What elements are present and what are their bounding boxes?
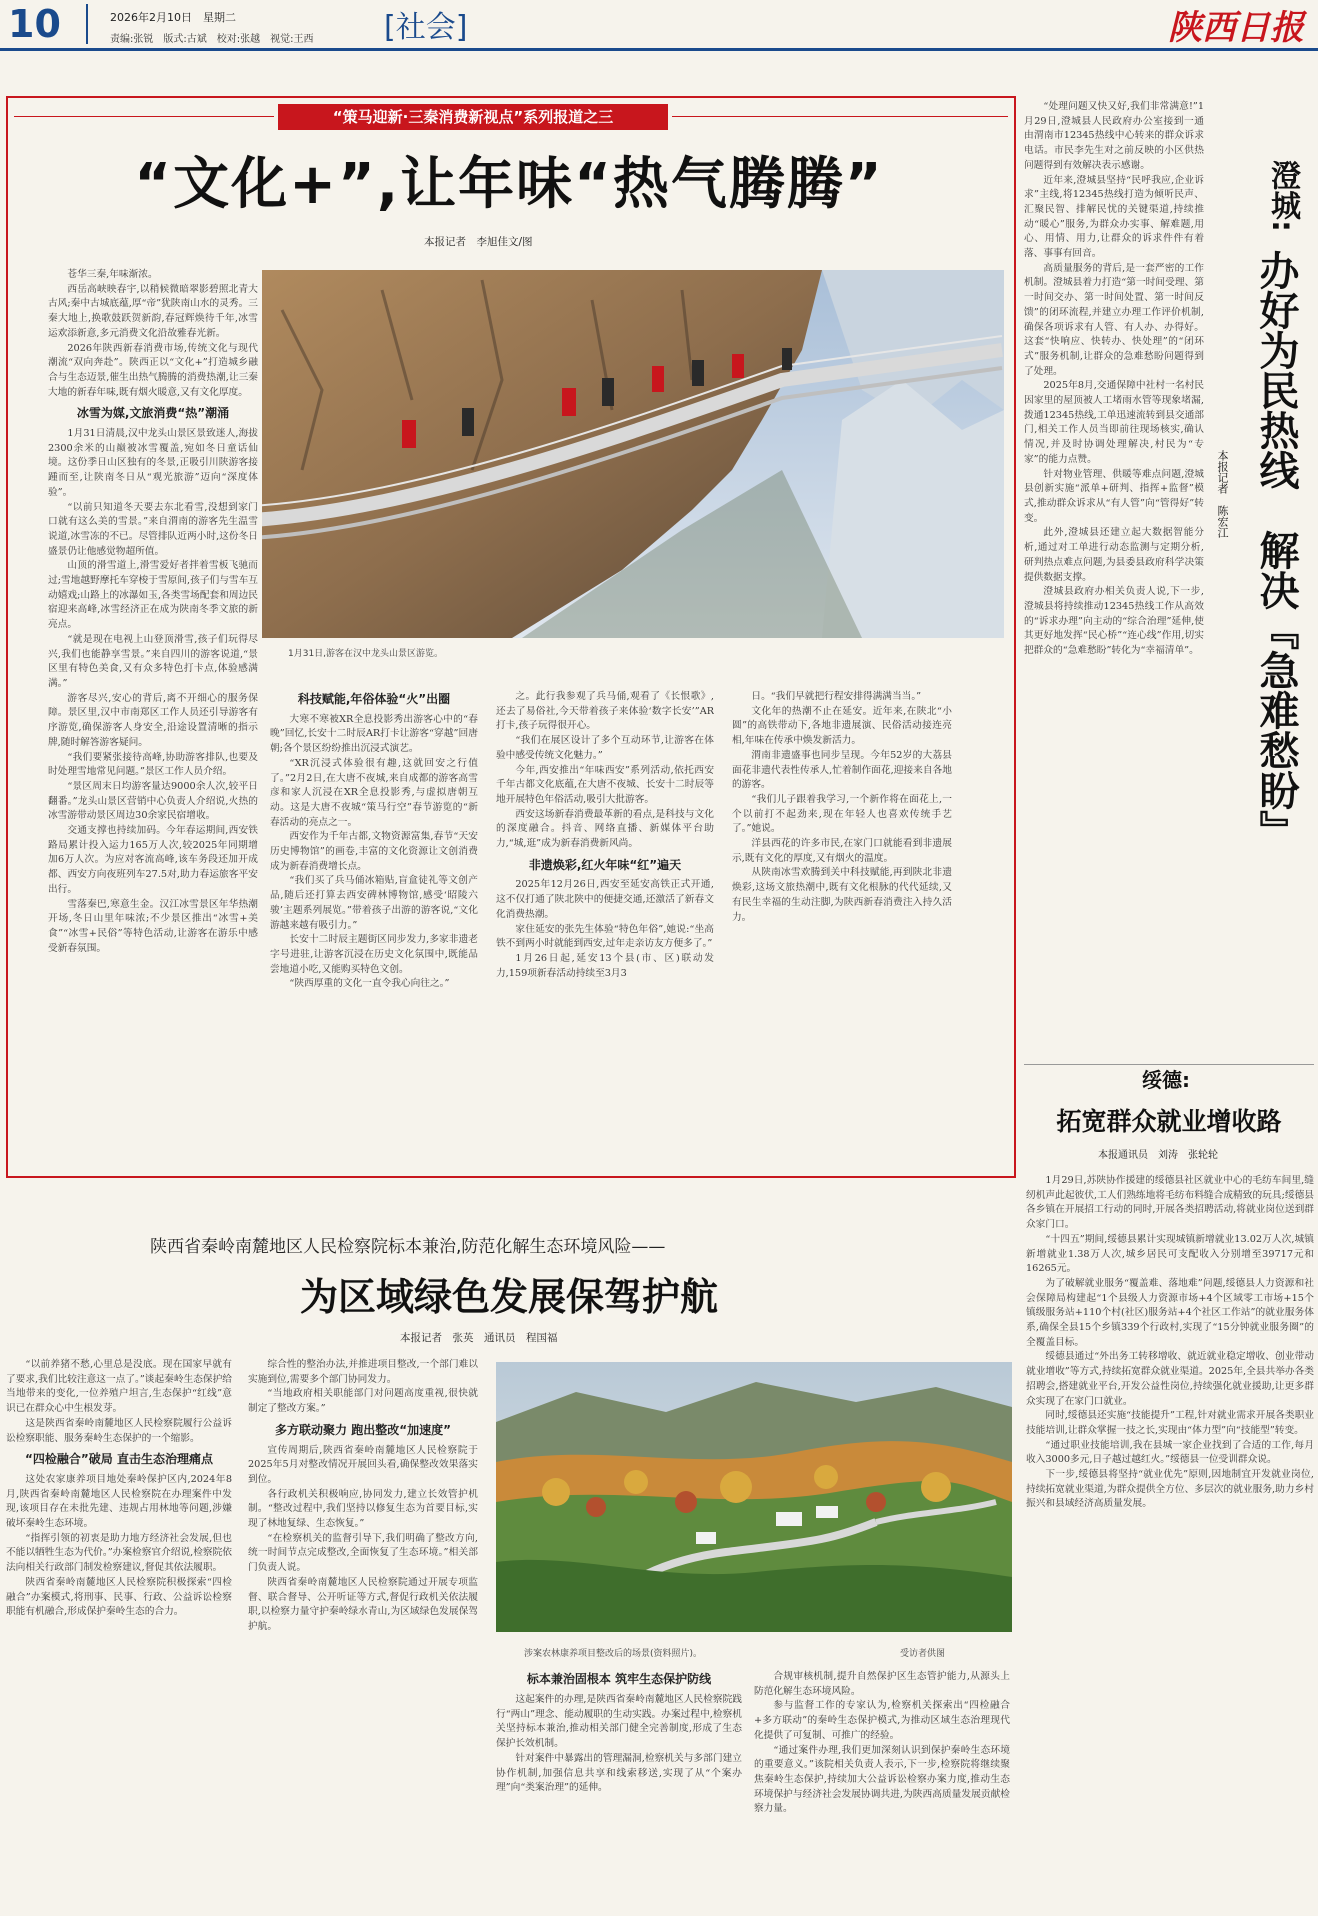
paragraph: “我们要紧张接待高峰,协助游客排队,也要及时处理雪地常见问题。”景区工作人员介绍。 — [48, 751, 258, 778]
paragraph: 2026年陕西新春消费市场,传统文化与现代潮流“双向奔赴”。陕西正以“文化+”打造城乡融合与生态迈景,催生出热气腾腾的消费热潮,让三秦大地的新春年味,既有烟火暖意,又有文化厚度。 — [48, 342, 258, 398]
paragraph: 西岳高峡映春宇,以稍候微暗翠影碧照北青大古风;秦中古城底蕴,厚“帝”犹陕南山水的灵秀。三秦大地上,换歌鼓跃贺新韵,春冠辉焕待千年,冰雪运欢添新意,多元消费文化沿故雅春光新。 — [48, 283, 258, 339]
subheading: 标本兼治固根本 筑牢生态保护防线 — [526, 1672, 712, 1686]
paragraph: 同时,绥德县还实施“技能提升”工程,针对就业需求开展各类职业技能培训,让群众掌握一技之长,实现由“体力型”向“技能型”转变。 — [1026, 1410, 1314, 1436]
subheading: 多方联动聚力 跑出整改“加速度” — [275, 1422, 451, 1437]
paragraph: 大寒不寒被XR全息投影秀出游客心中的“春晚”回忆,长安十二时辰AR打卡让游客“穿越”回唐朝;各个景区纷纷推出沉浸式演艺。 — [270, 713, 478, 755]
paragraph: 2025年8月,交通保障中社村一名村民因家里的屋顶被人工堵雨水管等现象堵漏,拨通12345热线,工单迅速流转到县交通部门,相关工作人员当即前往现场核实,确认情况,并及时协调处理解决,村民为“专家”的能力点赞。 — [1024, 380, 1204, 465]
paragraph: 之。此行我参观了兵马俑,观看了《长恨歌》,还去了易俗社,今天带着孩子来体验‘数字长安’”AR打卡,孩子玩得很开心。 — [496, 691, 714, 732]
paragraph: “通过职业技能培训,我在县城一家企业找到了合适的工作,每月收入3000多元,日子越过越红火。”绥德县一位受训群众说。 — [1026, 1439, 1314, 1466]
paragraph: “我们在展区设计了多个互动环节,让游客在体验中感受传统文化魅力。” — [496, 735, 714, 761]
article-4-column-4 — [754, 1670, 1010, 1914]
paragraph: 下一步,绥德县将坚持“就业优先”原则,因地制宜开发就业岗位,持续拓宽就业渠道,为群众提供全方位、多层次的就业服务,助力乡村振兴和县域经济高质量发展。 — [1026, 1469, 1314, 1510]
paragraph: “当地政府相关职能部门对问题高度重视,很快就制定了整改方案。” — [248, 1388, 478, 1415]
paragraph: 苍华三秦,年味渐浓。 — [67, 269, 158, 280]
article-1-column-3 — [496, 690, 714, 1168]
series-banner — [278, 104, 668, 130]
article-2-headline: 办好为民热线 解决『急难愁盼』 — [1253, 250, 1299, 850]
paragraph: 近年来,澄城县坚持“民呼我应,企业诉求”主线,将12345热线打造为倾听民声、汇聚民智、排解民忧的关键渠道,持续推动“暖心”服务,为群众办实事、解难题,用心、用情、用力,让群众的诉求件件有着落、事事有回音。 — [1024, 174, 1204, 260]
editor-credits: 责编:张锐 版式:古斌 校对:张越 视觉:王西 — [110, 34, 314, 45]
article-3-kicker: 绥德: — [1142, 1068, 1190, 1092]
paragraph: 家住延安的张先生体验“特色年俗”,她说:“坐高铁不到两小时就能到西安,过年走亲访友方便多了。” — [496, 923, 714, 950]
paragraph: 1月31日清晨,汉中龙头山景区景致迷人,海拔2300余米的山巅被冰雪覆盖,宛如冬日童话仙境。这份季日山区独有的冬景,正吸引川陕游客接踵而至,让陕南冬日从“观光旅游”迈向“深度体验”。 — [48, 428, 258, 498]
paragraph: “以前养猪不愁,心里总是没底。现在国家早就有了要求,我们比较注意这一点了。”谈起秦岭生态保护给当地带来的变化,一位养殖户坦言,生态保护“红线”意识已在群众心中生根发芽。 — [6, 1359, 232, 1415]
paragraph: 游客尽兴,安心的背后,离不开细心的服务保障。景区里,汉中市南郑区工作人员还引导游客有序游览,确保游客人身安全,沿途设置清晰的指示牌,随时解答游客疑问。 — [48, 692, 258, 748]
article-2-kicker: 澄城: — [1265, 160, 1300, 232]
paragraph: 文化年的热潮不止在延安。近年来,在陕北“小圆”的高铁带动下,各地非遗展演、民俗活动接连亮相,年味在传承中焕发新活力。 — [732, 705, 952, 747]
paragraph: 这起案件的办理,是陕西省秦岭南麓地区人民检察院践行“两山”理念、能动履职的生动实践。办案过程中,检察机关坚持标本兼治,推动相关部门健全完善制度,形成了生态保护长效机制。 — [496, 1694, 742, 1750]
article-1-column-2 — [270, 690, 478, 1168]
article-4-column-1 — [6, 1358, 232, 1914]
article-3-headline: 拓宽群众就业增收路 — [1056, 1107, 1282, 1136]
paragraph: 综合性的整治办法,并推进项目整改,一个部门难以实施到位,需要多个部门协同发力。 — [248, 1359, 478, 1385]
paragraph: 从陕南冰雪欢腾到关中科技赋能,再到陕北非遗焕彩,这场文旅热潮中,既有文化根脉的代代延续,又有民生幸福的生动注脚,为陕西新春消费注入持久活力。 — [732, 867, 952, 923]
article-1-photo-caption: 1月31日,游客在汉中龙头山景区游览。 — [288, 649, 444, 659]
paragraph: 雪落秦巴,寒意生金。汉江冰雪景区年华热潮开场,冬日山里年味浓;不少景区推出“冰雪+美食”“冰雪+民俗”等特色活动,让游客在游乐中感受新春氛围。 — [48, 898, 258, 954]
paragraph: “陕西厚重的文化一直令我心向往之。” — [289, 978, 450, 990]
paragraph: 针对物业管理、供暖等难点问题,澄城县创新实施“派单+研判、指挥+监督”模式,推动群众诉求从“有人管”向“管得好”转变。 — [1024, 468, 1204, 524]
article-1-column-4 — [732, 690, 952, 1168]
subheading: “四检融合”破局 直击生态治理痛点 — [25, 1452, 213, 1467]
paragraph: “指挥引领的初衷是助力地方经济社会发展,但也不能以牺牲生态为代价。”办案检察官介绍说,检察院依法向相关行政部门制发检察建议,督促其依法履职。 — [6, 1532, 232, 1574]
paragraph: 高质量服务的背后,是一套严密的工作机制。澄城县着力打造“第一时间受理、第一时间交办、第一时间处置、第一时间反馈”的闭环流程,并建立办理工作评价机制,确保各项诉求有人管、有人办、办得好。这套“快响应、快转办、快处理”的“闭环式”服务机制,让群众的急难愁盼问题得到了处理。 — [1024, 262, 1204, 377]
paragraph: 1月29日,苏陕协作援建的绥德县社区就业中心的毛纺车间里,缝纫机声此起彼伏,工人们熟练地将毛纺布料缝合成精致的玩具;绥德县各乡镇在开展招工行动的同时,开展各类招聘活动,将就业岗位送到群众家门口。 — [1026, 1175, 1314, 1231]
paragraph: 为了破解就业服务“覆盖难、落地难”问题,绥德县人力资源和社会保障局构建起“1个县级人力资源市场+4个区域零工市场+15个镇级服务站+110个村(社区)服务站+4个社区工作站”的就业服务体系,确保全县15个乡镇339个行政村,实现了“15分钟就业服务圈”的全覆盖目标。 — [1026, 1277, 1314, 1348]
paragraph: 这是陕西省秦岭南麓地区人民检察院履行公益诉讼检察职能、服务秦岭生态保护的一个缩影。 — [6, 1417, 232, 1444]
paragraph: 针对案件中暴露出的管理漏洞,检察机关与多部门建立协作机制,加强信息共享和线索移送,实现了从“个案办理”向“类案治理”的延伸。 — [496, 1752, 742, 1794]
banner-rule-left — [14, 116, 274, 117]
paragraph: 1月26日起,延安13个县(市、区)联动发力,159项新春活动持续至3月3 — [496, 952, 714, 979]
paragraph: 西安这场新春消费最革新的看点,是科技与文化的深度融合。抖音、网络直播、新媒体平台助力,“城,逛”成为新春消费新风尚。 — [496, 808, 714, 850]
paragraph: 陕西省秦岭南麓地区人民检察院积极探索“四检融合”办案模式,将刑事、民事、行政、公益诉讼检察职能有机融合,形成保护秦岭生态的合力。 — [6, 1576, 232, 1618]
paragraph: 参与监督工作的专家认为,检察机关探索出“四检融合+多方联动”的秦岭生态保护模式,为推动区域生态治理现代化提供了可复制、可推广的经验。 — [754, 1700, 1010, 1741]
valley-resort-photo — [496, 1362, 1012, 1632]
paragraph: 日。“我们早就把行程安排得满满当当。” — [751, 691, 922, 702]
subheading: 冰雪为媒,文旅消费“热”潮涌 — [76, 406, 230, 421]
article-4-column-3 — [496, 1670, 742, 1914]
section-name: 社会 — [395, 10, 456, 45]
paragraph: “我们儿子跟着我学习,一个新作将在面花上,一个以前打不起劲来,现在年轻人也喜欢传统手艺了。”她说。 — [732, 793, 952, 835]
paragraph: 这处农家康养项目地处秦岭保护区内,2024年8月,陕西省秦岭南麓地区人民检察院在办理案件中发现,该项目存在未批先建、违规占用林地等问题,涉嫌破坏秦岭生态环境。 — [6, 1473, 232, 1530]
newspaper-logo: 陕西日报 — [1168, 8, 1304, 48]
paragraph: 山顶的滑雪道上,滑雪爱好者拌着雪板飞驰而过;雪地越野摩托车穿梭于雪原间,孩子们与雪车互动嬉戏;山路上的冰瀑如玉,各类雪场配套和周边民宿迎来高峰,冰雪经济正在成为陕南冬季文旅的新亮点。 — [48, 560, 258, 631]
paragraph: 长安十二时辰主题街区同步发力,多家非遗老字号进驻,让游客沉浸在历史文化氛围中,既能品尝地道小吃,又能购买特色文创。 — [270, 934, 478, 975]
paragraph: 今年,西安推出“年味西安”系列活动,依托西安千年古都文化底蕴,在大唐不夜城、长安十二时辰等地开展特色年俗活动,吸引大批游客。 — [496, 764, 714, 805]
article-1-photo — [262, 270, 1004, 638]
article-2-byline: 本报记者 陈宏江 — [1216, 450, 1229, 538]
paragraph: 绥德县通过“外出务工转移增收、就近就业稳定增收、创业带动就业增收”等方式,持续拓宽群众就业渠道。2025年,全县共举办各类招聘会,搭建就业平台,开发公益性岗位,持续强化就业援助,让更多群众实现了在家门口就业。 — [1026, 1351, 1314, 1407]
paragraph: “景区周末日均游客量达9000余人次,较平日翻番。”龙头山景区营销中心负责人介绍说,火热的冰雪游带动景区周边30余家民宿增收。 — [48, 780, 258, 822]
header-divider-left — [86, 4, 88, 44]
series-banner-text: “策马迎新·三秦消费新视点”系列报道之三 — [332, 108, 614, 126]
paragraph: 宣传周期后,陕西省秦岭南麓地区人民检察院于2025年5月对整改情况开展回头看,确保整改效果落实到位。 — [248, 1444, 478, 1485]
subheading: 科技赋能,年俗体验“火”出圈 — [297, 692, 451, 706]
article-1-column-1 — [48, 268, 258, 1168]
paragraph: 西安作为千年古都,文物资源富集,春节“天安历史博物馆”的画卷,丰富的文化资源让文创消费成为新春消费增长点。 — [270, 831, 478, 872]
paragraph: “十四五”期间,绥德县累计实现城镇新增就业13.02万人次,城镇新增就业1.38万人次,城乡居民可支配收入分别增至39717元和16265元。 — [1026, 1233, 1314, 1275]
paragraph: 合规审核机制,提升自然保护区生态管护能力,从源头上防范化解生态环境风险。 — [754, 1671, 1010, 1697]
paragraph: “处理问题又快又好,我们非常满意!”1月29日,澄城县人民政府办公室接到一通由渭南市12345热线中心转来的群众诉求电话。市民李先生对之前反映的小区供热问题得到有效解决表示感谢。 — [1024, 101, 1204, 171]
masthead — [0, 0, 1318, 52]
article-4-headline: 为区域绿色发展保驾护航 — [299, 1275, 718, 1319]
subheading: 非遗焕彩,红火年味“红”遍天 — [528, 857, 682, 872]
paragraph: 交通支撑也持续加码。今年春运期间,西安铁路局累计投入运力165万人次,较2025年同期增加6万人次。为应对客流高峰,该车务段还加开成都、西安方向夜班列车27.5对,助力春运旅客平安出行。 — [48, 825, 258, 895]
paragraph: “在检察机关的监督引导下,我们明确了整改方向,统一时间节点完成整改,全面恢复了生态环境。”相关部门负责人说。 — [248, 1532, 478, 1574]
article-3-column — [1026, 1174, 1314, 1910]
article-2-column — [1024, 100, 1204, 1060]
paragraph: 此外,澄城县还建立起大数据智能分析,通过对工单进行动态监测与定期分析,研判热点难点问题,为县委县政府科学决策提供数据支撑。 — [1024, 527, 1204, 583]
article-1-byline: 本报记者 李旭佳文/图 — [424, 236, 533, 248]
article-4-photo — [496, 1362, 1012, 1632]
mountain-walkway-photo — [262, 270, 1004, 638]
article-3-byline: 本报通讯员 刘涛 张轮轮 — [1098, 1150, 1218, 1161]
paragraph: 渭南非遗盛事也同步呈现。今年52岁的大荔县面花非遗代表性传承人,忙着制作面花,迎接来自各地的游客。 — [732, 749, 952, 791]
paragraph: 澄城县政府办相关负责人说,下一步,澄城县将持续推动12345热线工作从高效的“诉求办理”向主动的“综合治理”延伸,使其更好地发挥“民心桥”“连心线”作用,切实把群众的“急难愁盼”转化为“幸福清单”。 — [1024, 586, 1204, 657]
paragraph: “XR沉浸式体验很有趣,这就回安之行值了。”2月2日,在大唐不夜城,来自成都的游客高雪彦和家人沉浸在XR全息投影秀,与虚拟唐朝互动。这是大唐不夜城“策马行空”春节游览的“新春活动的亮点之一。 — [270, 757, 478, 828]
article-1-headline: “文化+”,让年味“热气腾腾” — [134, 152, 884, 217]
paragraph: “就是现在电视上山登顶滑雪,孩子们玩得尽兴,我们也能静享雪景。”来自四川的游客说道,“景区里有特色美食,又有众多特色打卡点,体验感满满。” — [48, 633, 258, 689]
article-4-photo-caption: 涉案农林康养项目整改后的场景(资料照片)。 — [524, 1649, 703, 1659]
article-4-column-2 — [248, 1358, 478, 1914]
paragraph: “以前只知道冬天要去东北看雪,没想到家门口就有这么美的雪景。”来自渭南的游客先生温雪说道,冰雪冻的不已。尽管排队近两小时,这份冬日盛景仍让他感觉物超所值。 — [48, 501, 258, 557]
article-4-photo-credit: 受访者供图 — [900, 1649, 946, 1659]
paragraph: “通过案件办理,我们更加深刻认识到保护秦岭生态环境的重要意义。”该院相关负责人表示,下一步,检察院将继续聚焦秦岭生态保护,持续加大公益诉讼检察办案力度,推动生态环境保护与经济社会发展协调共进,为陕西高质量发展贡献检察力量。 — [754, 1744, 1010, 1815]
paragraph: “我们买了兵马俑冰箱贴,盲盒徒礼等文创产品,随后还打算去西安碑林博物馆,感受‘昭陵六骏’主题系列展览。”带着孩子出游的游客说,“文化游越来越有吸引力。” — [270, 875, 478, 931]
article-4-kicker: 陕西省秦岭南麓地区人民检察院标本兼治,防范化解生态环境风险—— — [150, 1237, 666, 1257]
section-label: [社会] — [384, 10, 468, 45]
issue-date: 2026年2月10日 星期二 — [110, 11, 236, 24]
paragraph: 洋县西花的许多市民,在家门口就能看到非遗展示,既有文化的厚度,又有烟火的温度。 — [732, 838, 952, 864]
header-rule — [0, 48, 1318, 51]
paragraph: 2025年12月26日,西安至延安高铁正式开通,这不仅打通了陕北陕中的便捷交通,还激活了新春文化消费热潮。 — [496, 879, 714, 920]
article-4-byline: 本报记者 张英 通讯员 程国福 — [400, 1332, 558, 1344]
paragraph: 陕西省秦岭南麓地区人民检察院通过开展专项监督、联合督导、公开听证等方式,督促行政机关依法履职,以检察力量守护秦岭绿水青山,为区域绿色发展保驾护航。 — [248, 1576, 478, 1632]
page-number: 10 — [8, 2, 61, 46]
banner-rule-right — [672, 116, 1008, 117]
paragraph: 各行政机关积极响应,协同发力,建立长效管护机制。“整改过程中,我们坚持以修复生态为首要目标,实现了林地复绿、生态恢复。” — [248, 1488, 478, 1530]
